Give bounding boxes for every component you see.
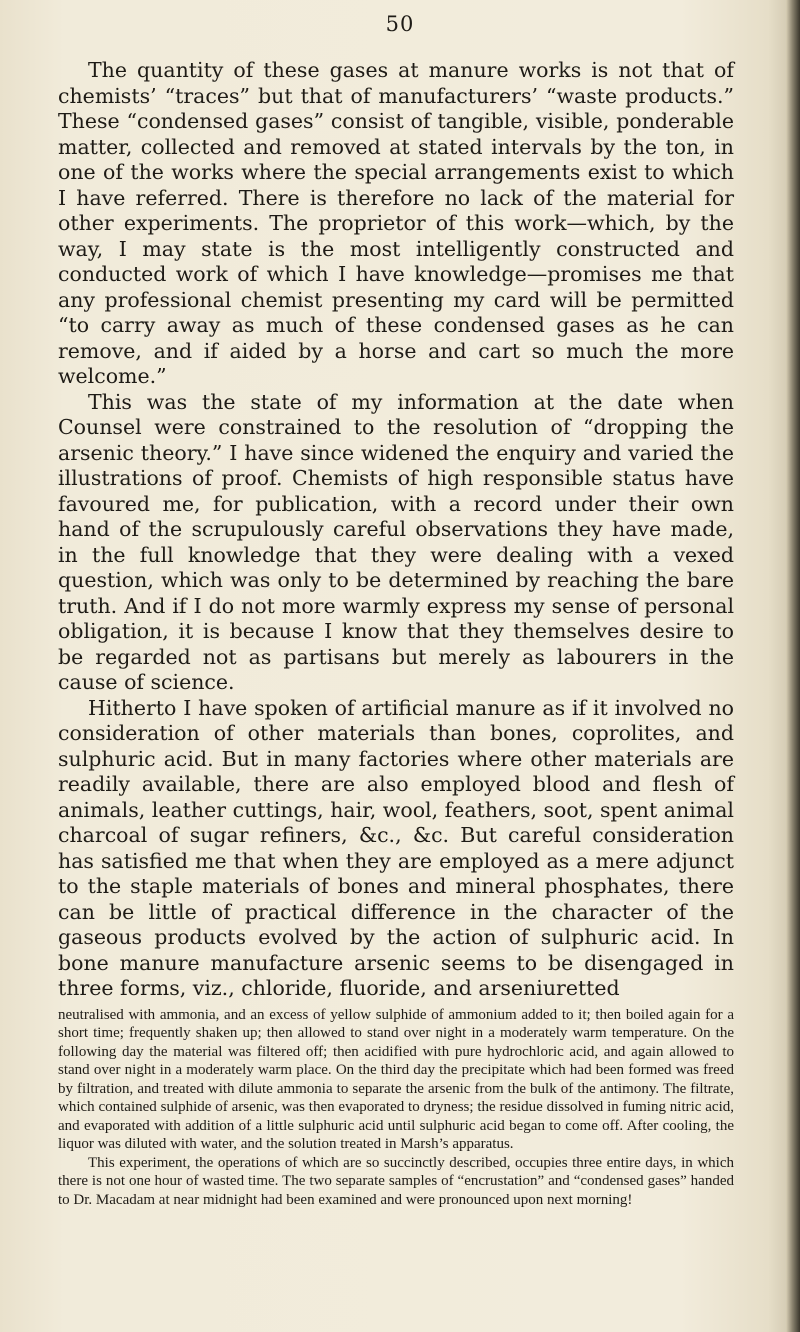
page-number: 50 — [385, 12, 415, 36]
main-text — [58, 58, 734, 1209]
paragraph-2: This was the state of my information at the date when Counsel were constrained to the resolution of “dropping the arsenic theory.” I have since widened the enquiry and varied the illustrations of proof. Chemists of high responsible status have favoured me, for publication, with a record under their own hand of the scrupulously careful observations they have made, in the full knowledge that they were dealing with a vexed question, which was only to be determined by reaching the bare truth. And if I do not more warmly express my sense of personal obligation, it is because I know that they themselves desire to be regarded not as partisans but merely as labourers in the cause of science. — [58, 389, 734, 694]
paragraph-3: Hitherto I have spoken of artificial manure as if it involved no consideration of other materials than bones, coprolites, and sulphuric acid. But in many factories where other materials are readily available, there are also employed blood and flesh of animals, leather cuttings, hair, wool, feathers, soot, spent animal charcoal of sugar refiners, &c., &c. But careful consideration has satisfied me that when they are employed as a mere adjunct to the staple materials of bones and mineral phosphates, there can be little of practical difference in the character of the gaseous products evolved by the action of sulphuric acid. In bone manure manufacture arsenic seems to be disengaged in three forms, viz., chloride, fluoride, and arseniuretted — [58, 695, 734, 1000]
paragraph-1: The quantity of these gases at manure works is not that of chemists’ “traces” but that of manufacturers’ “waste products.” These “condensed gases” consist of tangible, visible, ponderable matter, collected and removed at stated intervals by the ton, in one of the works where the special arrangements exist to which I have referred. There is therefore no lack of the material for other experiments. The proprietor of this work—which, by the way, I may state is the most intelligently constructed and conducted work of which I have knowledge—promises me that any professional chemist presenting my card will be permitted “to carry away as much of these condensed gases as he can remove, and if aided by a horse and cart so much the more welcome.” — [58, 58, 734, 388]
footnote-paragraph-2: This experiment, the operations of which are so succinctly described, occupies three entire days, in which there is not one hour of wasted time. The two separate samples of “encrustation” and “condensed gases” handed to Dr. Macadam at near midnight had been examined and were pronounced upon next morning! — [58, 1154, 734, 1208]
binding-edge — [786, 0, 800, 1332]
footnote-paragraph-1: neutralised with ammonia, and an excess of yellow sulphide of ammonium added to it; then boiled again for a short time; frequently shaken up; then allowed to stand over night in a moderately warm temperature. On the following day the material was filtered off; then acidified with pure hydrochloric acid, and again allowed to stand over night in a moderately warm place. On the third day the precipitate which had been formed was freed by filtration, and treated with dilute ammonia to separate the arsenic from the bulk of the antimony. The filtrate, which contained sulphide of arsenic, was then evaporated to dryness; the residue dissolved in fuming nitric acid, and evaporated with addition of a little sulphuric acid until sulphuric acid began to come off. After cooling, the liquor was diluted with water, and the solution treated in Marsh’s apparatus. — [58, 1006, 734, 1152]
